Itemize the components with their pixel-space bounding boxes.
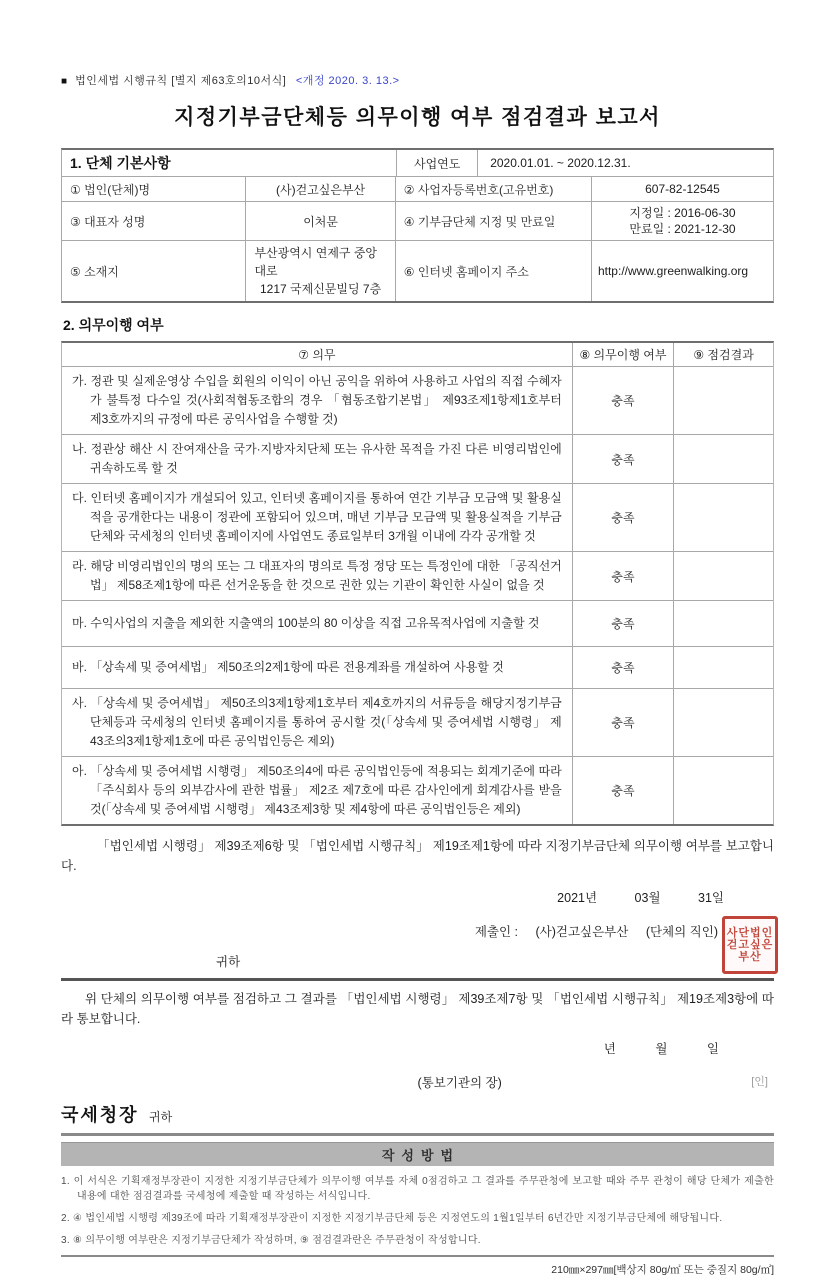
obligation-row bbox=[62, 483, 773, 551]
instructions-divider bbox=[61, 1133, 774, 1136]
designation-date: 지정일 : 2016-06-30 bbox=[629, 206, 736, 220]
report-date-day: 31일 bbox=[698, 891, 724, 905]
recipient-suffix: 귀하 bbox=[216, 955, 241, 969]
business-year-value: 2020.01.01. ~ 2020.12.31. bbox=[477, 150, 773, 176]
nts-recipient-suffix: 귀하 bbox=[149, 1110, 173, 1124]
square-bullet-icon: ■ bbox=[61, 76, 68, 87]
org-name-label: ① 법인(단체)명 bbox=[70, 182, 151, 197]
instruction-note: 2. ④ 법인세법 시행령 제39조에 따라 기획재정부장관이 지정한 지정기부금단체 등은 지정연도의 1월1일부터 6년간만 지정기부금단체에 해당됩니다. bbox=[61, 1213, 723, 1224]
obligation-status: 충족 bbox=[572, 689, 674, 756]
obligation-row bbox=[62, 688, 773, 756]
paper-spec: 210㎜×297㎜[백상지 80g/㎡ 또는 중질지 80g/㎡] bbox=[551, 1264, 774, 1276]
seal-line: 걷고싶은 bbox=[726, 939, 774, 951]
blank-month: 월 bbox=[655, 1042, 668, 1056]
notification-date-blanks bbox=[61, 1039, 774, 1057]
rep-name-value: 이처문 bbox=[245, 202, 394, 240]
obligation-text: 바. 「상속세 및 증여세법」 제50조의2제1항에 따른 전용계좌를 개설하여 사용할 것 bbox=[72, 660, 504, 674]
obligation-row bbox=[62, 646, 773, 688]
form-reference-text: 법인세법 시행규칙 [별지 제63호의10서식] bbox=[75, 75, 287, 87]
obligation-text: 사. 「상속세 및 증여세법」 제50조의3제1항제1호부터 제4호까지의 서류등을 해당지정기부금단체등과 국세청의 인터넷 홈페이지를 통하여 공시할 것(「상속세 및 증여세법 시행령」 제43조의3제1항제1호에 따른 공익법인등은 제외) bbox=[72, 696, 562, 748]
obligation-row bbox=[62, 551, 773, 600]
obligation-result bbox=[674, 435, 773, 483]
obligation-status: 충족 bbox=[572, 757, 674, 824]
table-row bbox=[62, 150, 773, 176]
obligation-status: 충족 bbox=[572, 647, 674, 688]
obligations-header-row bbox=[62, 343, 773, 366]
rep-name-label: ③ 대표자 성명 bbox=[70, 214, 146, 229]
obligation-row bbox=[62, 366, 773, 434]
obligation-row bbox=[62, 434, 773, 483]
obligation-result bbox=[674, 757, 773, 824]
table-row bbox=[62, 176, 773, 201]
obligation-result bbox=[674, 552, 773, 600]
section-divider bbox=[61, 978, 774, 981]
seal-note: (단체의 직인) bbox=[645, 925, 718, 939]
seal-line: 사단법인 bbox=[726, 927, 774, 939]
declaration-text: 「법인세법 시행령」 제39조제6항 및 「법인세법 시행규칙」 제19조제1항에 따라 지정기부금단체 의무이행 여부를 보고합니다. bbox=[61, 839, 774, 873]
submitter-label: 제출인 : bbox=[474, 925, 518, 939]
designation-dates bbox=[591, 202, 773, 240]
address-line1: 부산광역시 연제구 중앙대로 bbox=[254, 246, 378, 278]
organization-seal-stamp bbox=[722, 916, 778, 974]
obligation-result bbox=[674, 484, 773, 551]
table-row bbox=[62, 201, 773, 240]
notifier-title: (통보기관의 장) bbox=[417, 1076, 502, 1090]
obligation-status: 충족 bbox=[572, 552, 674, 600]
designation-label: ④ 기부금단체 지정 및 만료일 bbox=[395, 202, 591, 240]
seal-placeholder: [인] bbox=[751, 1076, 768, 1088]
form-reference-line bbox=[61, 72, 774, 88]
footer-divider bbox=[61, 1255, 774, 1257]
address-label: ⑤ 소재지 bbox=[70, 264, 119, 279]
blank-year: 년 bbox=[603, 1042, 616, 1056]
org-name-value: (사)걷고싶은부산 bbox=[245, 177, 394, 201]
obligation-result bbox=[674, 689, 773, 756]
obligation-row bbox=[62, 600, 773, 646]
page-title: 지정기부금단체등 의무이행 여부 점검결과 보고서 bbox=[174, 106, 661, 129]
submitter-name: (사)걷고싶은부산 bbox=[535, 925, 629, 939]
blank-day: 일 bbox=[706, 1042, 719, 1056]
seal-line: 부산 bbox=[738, 951, 762, 963]
nts-recipient-line bbox=[61, 1101, 774, 1127]
obligation-result bbox=[674, 601, 773, 646]
obligation-status: 충족 bbox=[572, 601, 674, 646]
obligation-text: 라. 해당 비영리법인의 명의 또는 그 대표자의 명의로 특정 정당 또는 특정인에 대한 「공직선거법」 제58조제1항에 따른 선거운동을 한 것으로 권한 있는 기관이 확인한 사실이 없을 것 bbox=[72, 559, 562, 592]
instructions-title-bar: 작성방법 bbox=[61, 1142, 774, 1166]
report-date-month: 03월 bbox=[634, 891, 661, 905]
obligation-text: 마. 수익사업의 지출을 제외한 지출액의 100분의 80 이상을 직접 고유목적사업에 지출할 것 bbox=[72, 616, 540, 630]
revision-note: <개정 2020. 3. 13.> bbox=[295, 75, 400, 87]
obligation-status: 충족 bbox=[572, 435, 674, 483]
report-date bbox=[61, 888, 774, 906]
nts-commissioner-title: 국세청장 bbox=[61, 1105, 139, 1125]
reg-no-value: 607-82-12545 bbox=[591, 177, 773, 201]
obligation-status: 충족 bbox=[572, 367, 674, 434]
obligation-result bbox=[674, 367, 773, 434]
homepage-value: http://www.greenwalking.org bbox=[591, 241, 773, 301]
address-value bbox=[245, 241, 394, 301]
obligation-text: 가. 정관 및 실제운영상 수입을 회원의 이익이 아닌 공익을 위하여 사용하고 사업의 직접 수혜자가 불특정 다수일 것(사회적협동조합의 경우 「협동조합기본법」 제93조제1항제1호부터 제3호까지의 규정에 따른 공익사업을 수행할 것) bbox=[72, 374, 562, 426]
table-row bbox=[62, 240, 773, 301]
col-header-status: ⑧ 의무이행 여부 bbox=[572, 343, 674, 366]
instructions-notes bbox=[61, 1174, 774, 1248]
obligation-result bbox=[674, 647, 773, 688]
basic-info-table bbox=[61, 148, 774, 303]
expiry-date: 만료일 : 2021-12-30 bbox=[629, 222, 736, 236]
report-date-year: 2021년 bbox=[557, 891, 598, 905]
obligations-table bbox=[61, 341, 774, 826]
notifier-line bbox=[61, 1073, 774, 1093]
col-header-duty: ⑦ 의무 bbox=[298, 348, 336, 362]
obligation-text: 다. 인터넷 홈페이지가 개설되어 있고, 인터넷 홈페이지를 통하여 연간 기부금 모금액 및 활용실적을 공개한다는 내용이 정관에 포함되어 있으며, 매년 기부금 모금액 및 활용실적을 기부금단체와 국세청의 인터넷 홈페이지에 사업연도 종료일부터 3개월 이내에 각각 공개할 것 bbox=[72, 491, 562, 543]
obligation-row bbox=[62, 756, 773, 824]
obligation-status: 충족 bbox=[572, 484, 674, 551]
instruction-note: 3. ⑧ 의무이행 여부란은 지정기부금단체가 작성하며, ⑨ 점검결과란은 주무관청이 작성합니다. bbox=[61, 1235, 481, 1246]
business-year-label: 사업연도 bbox=[396, 150, 477, 176]
col-header-result: ⑨ 점검결과 bbox=[693, 348, 754, 362]
notification-text: 위 단체의 의무이행 여부를 점검하고 그 결과를 「법인세법 시행령」 제39조제7항 및 「법인세법 시행규칙」 제19조제3항에 따라 통보합니다. bbox=[61, 992, 774, 1026]
instruction-note: 1. 이 서식은 기획재정부장관이 지정한 지정기부금단체가 의무이행 여부를 자체 0점검하고 그 결과를 주무관청에 보고할 때와 주무 관청이 해당 단체가 제출한 내용에 대한 점검결과를 국세청에 제출할 때 작성하는 서식입니다. bbox=[61, 1176, 774, 1202]
obligation-text: 나. 정관상 해산 시 잔여재산을 국가·지방자치단체 또는 유사한 목적을 가진 다른 비영리법인에 귀속하도록 할 것 bbox=[72, 442, 562, 475]
address-line2: 1217 국제신문빌딩 7층 bbox=[259, 282, 382, 296]
reg-no-label: ② 사업자등록번호(고유번호) bbox=[395, 177, 591, 201]
section1-title: 1. 단체 기본사항 bbox=[70, 155, 171, 171]
section2-title: 2. 의무이행 여부 bbox=[63, 317, 164, 333]
homepage-label: ⑥ 인터넷 홈페이지 주소 bbox=[395, 241, 591, 301]
obligation-text: 아. 「상속세 및 증여세법 시행령」 제50조의4에 따른 공익법인등에 적용되는 회계기준에 따라 「주식회사 등의 외부감사에 관한 법률」 제2조 제7호에 따른 감사인에게 회계감사를 받을 것(「상속세 및 증여세법 시행령」 제43조제3항 및 제4항에 따른 공익법인등은 제외) bbox=[72, 764, 562, 816]
